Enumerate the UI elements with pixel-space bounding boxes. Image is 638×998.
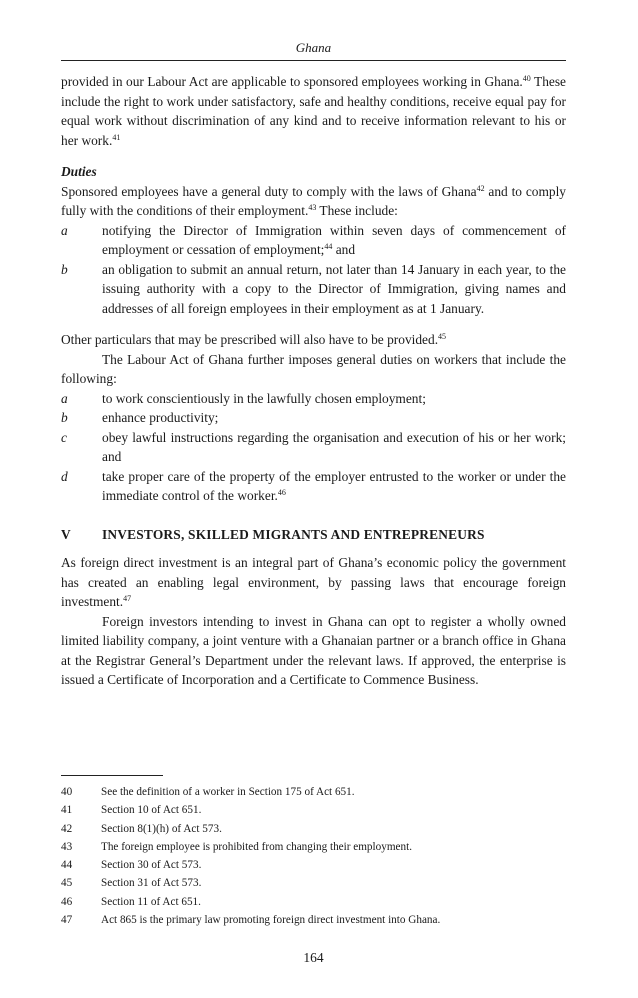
footnote-ref[interactable]: 42: [476, 183, 485, 193]
footnote-ref[interactable]: 40: [522, 74, 531, 83]
footnote-ref[interactable]: 46: [277, 488, 286, 497]
list-item: d take proper care of the property of the employer entrusted to the worker or under the immediate control of the worker.$^{46}$: [61, 467, 566, 506]
footnote: 46 Section 11 of Act 651.: [61, 895, 201, 908]
worker-duties-list: [61, 389, 566, 506]
duties-list: [61, 221, 566, 319]
list-item: a to work conscientiously in the lawfully chosen employment;: [61, 389, 566, 409]
list-item: a notifying the Director of Immigration within seven days of commencement of employment or cessation of employment;$^{44}$ and: [61, 221, 566, 260]
footnote-ref[interactable]: 43: [308, 203, 317, 212]
section-title: INVESTORS, SKILLED MIGRANTS AND ENTREPRENEURS: [102, 526, 485, 542]
footnote: 41 Section 10 of Act 651.: [61, 804, 202, 817]
list-label: d: [61, 468, 68, 484]
footnote-ref[interactable]: 47: [123, 594, 132, 603]
list-label: b: [61, 410, 68, 425]
paragraph-foreign-investors: Foreign investors intending to invest in Ghana can opt to register a wholly owned limited liability company, a joint venture with a Ghanaian partner or a branch office in Ghana at the Registrar General’s Department under the relevant laws. If approved, the enterprise is issued a Certificate of Incorporation and a Certificate to Commence Business.: [61, 613, 566, 687]
paragraph-labour-act: The Labour Act of Ghana further imposes general duties on workers that include the following:: [61, 351, 566, 386]
list-item: b an obligation to submit an annual return, not later than 14 January in each year, to the issuing authority with a copy to the Director of Immigration, giving names and addresses of all foreign employees in their employment as at 1 January.: [61, 260, 566, 319]
list-label: b: [61, 261, 68, 277]
paragraph-fdi: As foreign direct investment is an integral part of Ghana’s economic policy the government has created an enabling legal environment, by passing laws that encourage foreign investment.$^{47}$: [61, 555, 566, 609]
footnote-ref[interactable]: 41: [112, 132, 121, 142]
footnote: 44 Section 30 of Act 573.: [61, 859, 202, 872]
section-number: V: [61, 526, 71, 542]
section-heading: [61, 525, 566, 545]
footnote-rule: [61, 775, 163, 776]
running-header: Ghana: [295, 40, 332, 55]
header-rule: [61, 60, 566, 61]
list-item: c obey lawful instructions regarding the organisation and execution of his or her work; and: [61, 428, 566, 467]
list-label: c: [61, 429, 67, 445]
footnotes: [61, 783, 566, 929]
footnote: 45 Section 31 of Act 573.: [61, 877, 202, 890]
paragraph-other: Other particulars that may be prescribed will also have to be provided.$^{45}$: [61, 332, 447, 347]
list-item: b enhance productivity;: [61, 408, 566, 428]
footnote: 47 Act 865 is the primary law promoting foreign direct investment into Ghana.: [61, 914, 441, 927]
duties-heading: Duties: [61, 164, 97, 179]
footnote: 43 The foreign employee is prohibited from changing their employment.: [61, 840, 412, 853]
list-label: a: [61, 390, 68, 406]
footnote-ref[interactable]: 44: [324, 242, 333, 251]
paragraph-duties-intro: Sponsored employees have a general duty to comply with the laws of Ghana$^{42}$ and to comply fully with the conditions of their employment.$^{43}$ These include:: [61, 183, 566, 218]
page-number: 164: [303, 950, 324, 965]
footnote: 42 Section 8(1)(h) of Act 573.: [61, 822, 222, 835]
body-text: [61, 72, 566, 690]
list-label: a: [61, 222, 68, 238]
paragraph-rights: provided in our Labour Act are applicable to sponsored employees working in Ghana.$^{40}$ These include the right to work under satisfactory, safe and healthy conditions, receive equal pay for equal work without discrimination of any kind and to receive information relevant to his or her work.$^{41}$: [61, 74, 566, 148]
footnote: 40 See the definition of a worker in Section 175 of Act 651.: [61, 786, 355, 798]
footnote-ref[interactable]: 45: [438, 332, 447, 341]
